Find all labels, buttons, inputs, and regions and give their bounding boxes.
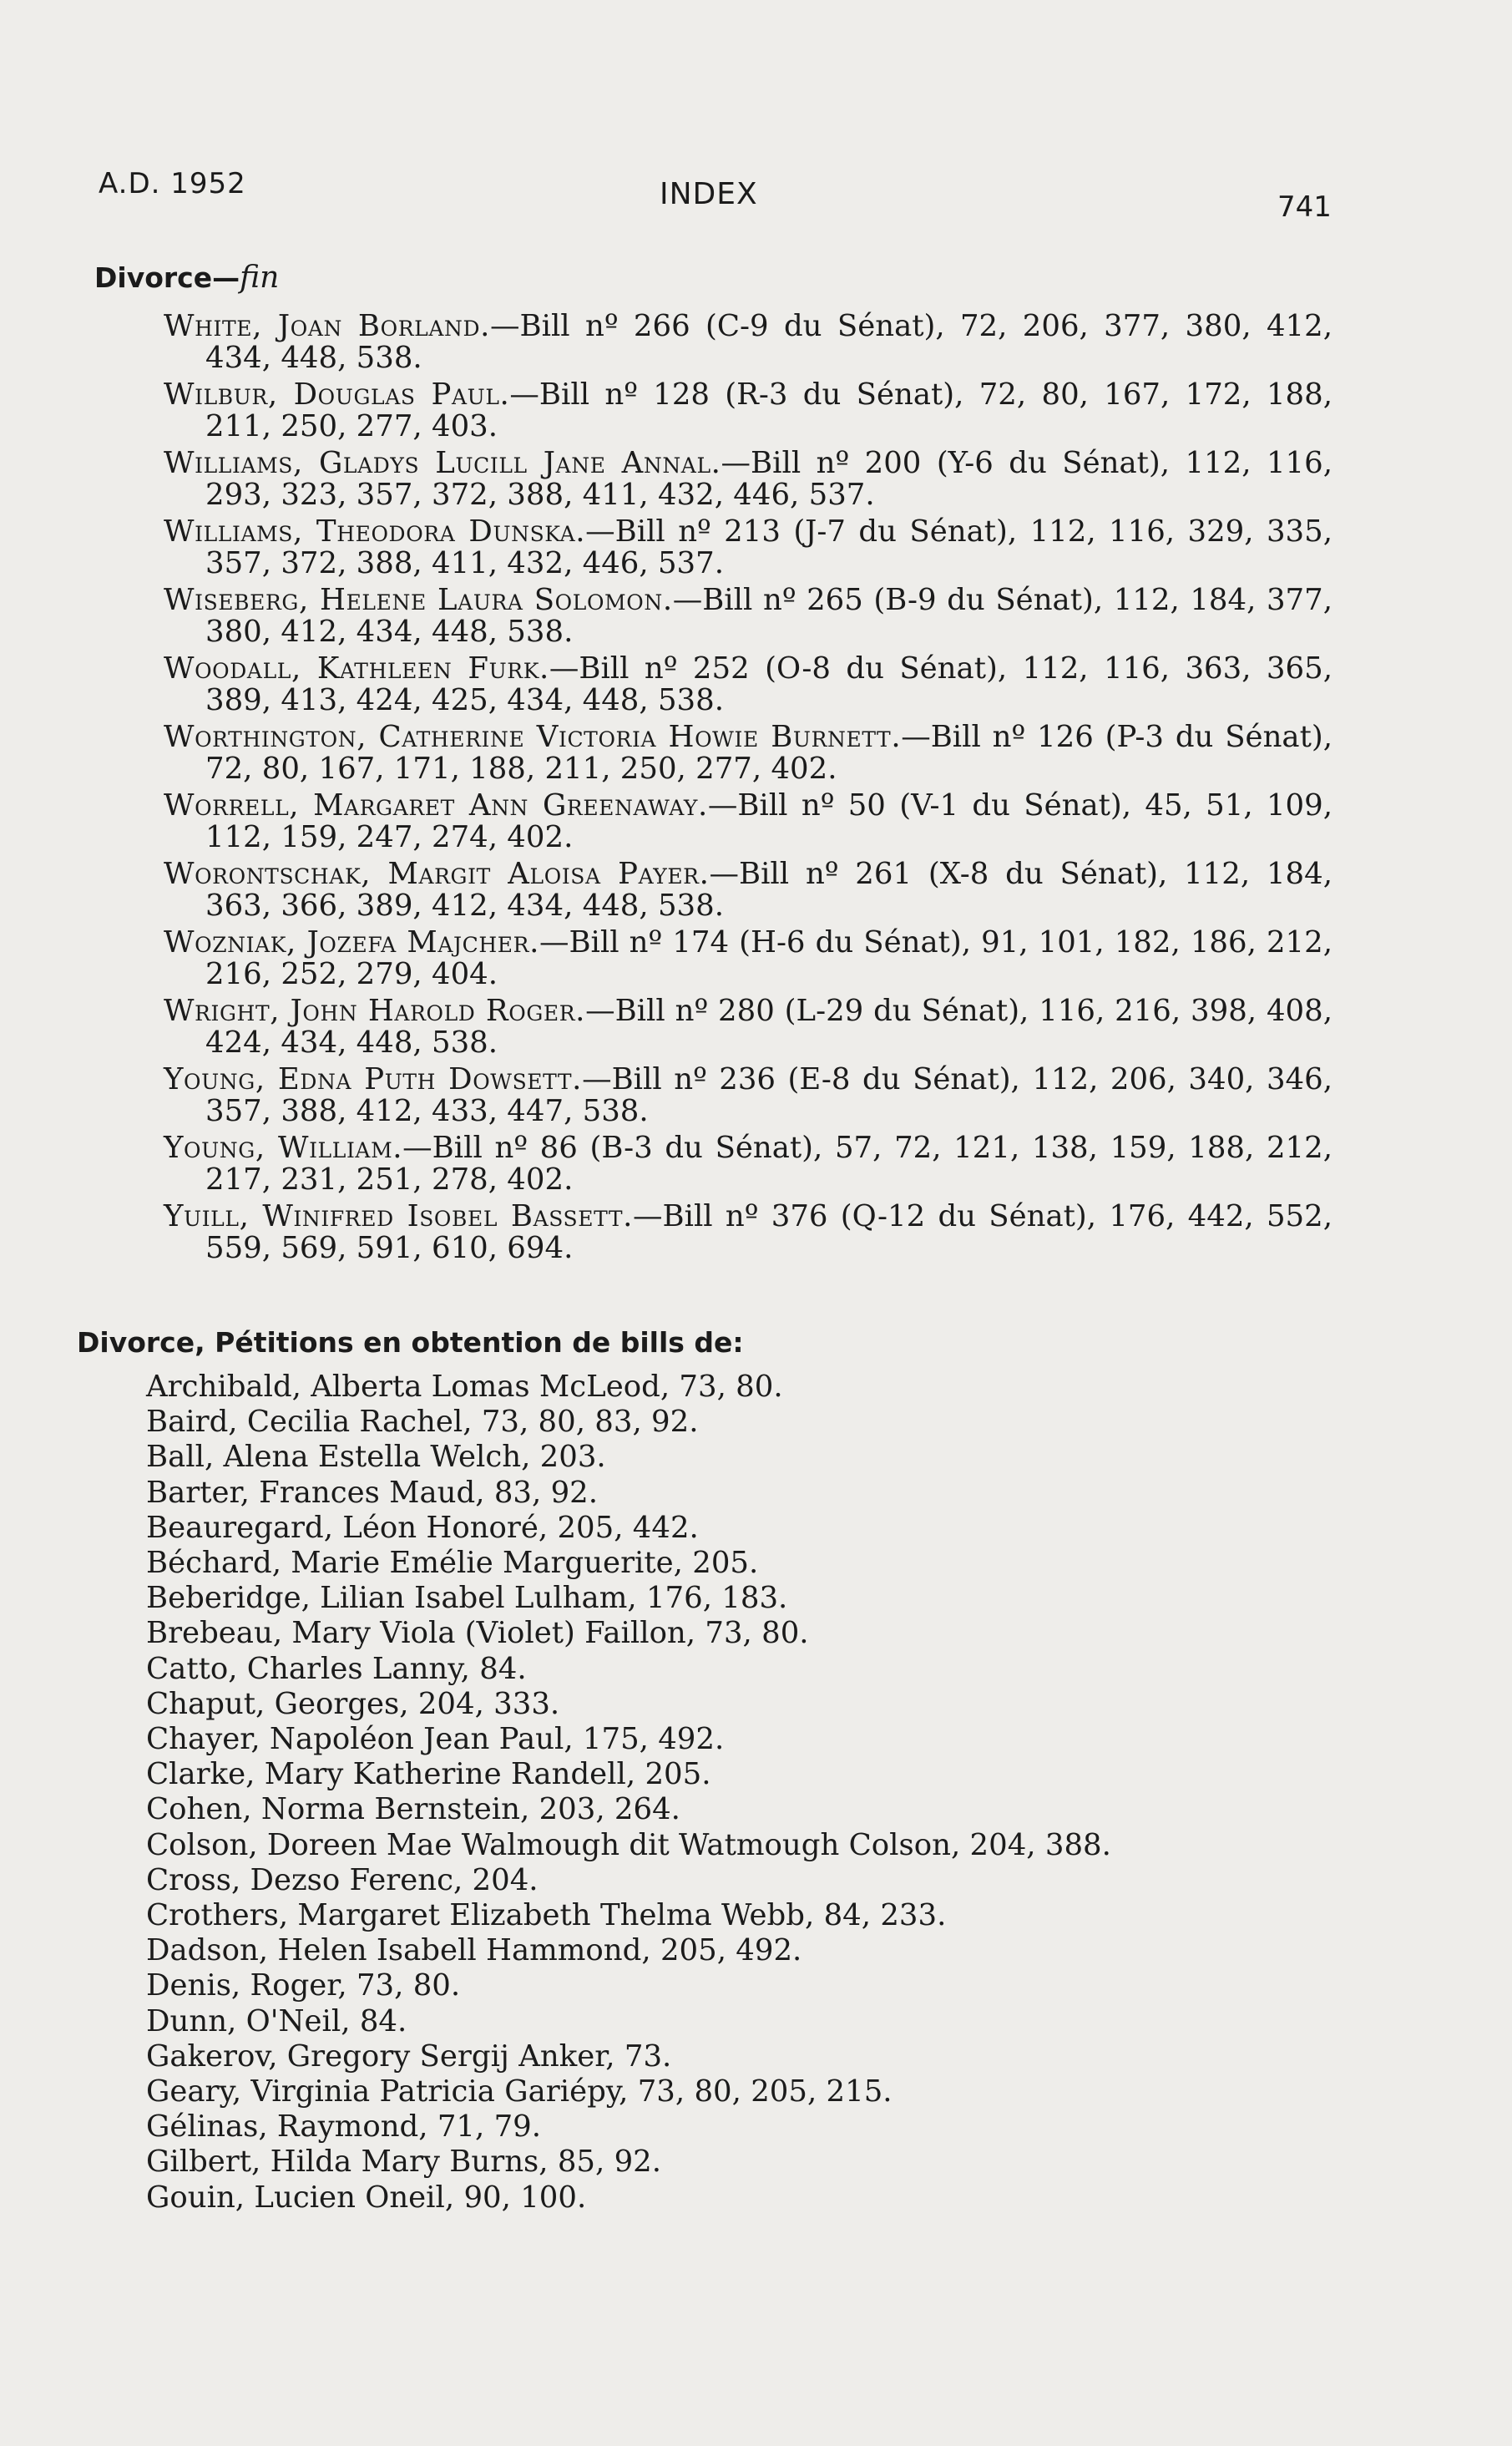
- entry-references: —Bill nº 50 (V-1 du Sénat), 45, 51, 109, 112, 159, 247, 274, 402.: [205, 788, 1333, 854]
- petition-item: Chayer, Napoléon Jean Paul, 175, 492.: [146, 1722, 725, 1757]
- entry-references: —Bill nº 261 (X-8 du Sénat), 112, 184, 363, 366, 389, 412, 434, 448, 538.: [205, 857, 1332, 923]
- header-title: INDEX: [660, 177, 758, 211]
- entry-references: —Bill nº 265 (B-9 du Sénat), 112, 184, 377, 380, 412, 434, 448, 538.: [205, 583, 1332, 649]
- entry-name: Wozniak, Jozefa Majcher.: [164, 925, 539, 960]
- running-header: [0, 167, 1512, 224]
- petition-item: Geary, Virginia Patricia Gariépy, 73, 80, 205, 215.: [146, 2074, 893, 2109]
- petition-item: Dadson, Helen Isabell Hammond, 205, 492.: [146, 1933, 802, 1968]
- petition-item: Clarke, Mary Katherine Randell, 205.: [146, 1757, 711, 1792]
- index-entry: [164, 585, 1332, 648]
- entry-name: Wiseberg, Helene Laura Solomon.: [164, 583, 673, 617]
- entry-name: White, Joan Borland.: [164, 309, 490, 343]
- entry-references: —Bill nº 174 (H-6 du Sénat), 91, 101, 182, 186, 212, 216, 252, 279, 404.: [205, 925, 1332, 991]
- petition-item: Barter, Frances Maud, 83, 92.: [146, 1475, 599, 1510]
- divorce-bill-list: [164, 311, 1332, 1269]
- section-heading-petitions: Divorce, Pétitions en obtention de bills de:: [77, 1326, 744, 1359]
- index-entry: [164, 311, 1332, 374]
- petition-item: Denis, Roger, 73, 80.: [146, 1968, 461, 2003]
- entry-name: Young, Edna Puth Dowsett.: [164, 1062, 583, 1096]
- petition-item: Cohen, Norma Bernstein, 203, 264.: [146, 1792, 680, 1827]
- index-entry: [164, 653, 1332, 717]
- entry-name: Worthington, Catherine Victoria Howie Burnett.: [164, 720, 902, 754]
- entry-name: Worrell, Margaret Ann Greenaway.: [164, 788, 708, 823]
- entry-references: —Bill nº 266 (C-9 du Sénat), 72, 206, 377, 380, 412, 434, 448, 538.: [205, 309, 1332, 375]
- petition-item: Crothers, Margaret Elizabeth Thelma Webb, 84, 233.: [146, 1898, 947, 1933]
- entry-name: Woodall, Kathleen Furk.: [164, 651, 549, 686]
- petition-item: Dunn, O'Neil, 84.: [146, 2003, 407, 2038]
- petition-item: Chaput, Georges, 204, 333.: [146, 1686, 560, 1721]
- index-entry: [164, 1132, 1332, 1196]
- header-year: A.D. 1952: [99, 167, 246, 200]
- page-number: 741: [1277, 190, 1332, 224]
- entry-name: Worontschak, Margit Aloisa Payer.: [164, 857, 710, 891]
- entry-name: Young, William.: [164, 1131, 403, 1165]
- petition-item: Beauregard, Léon Honoré, 205, 442.: [146, 1510, 699, 1545]
- petition-list: [146, 1370, 1332, 2216]
- entry-references: —Bill nº 86 (B-3 du Sénat), 57, 72, 121, 138, 159, 188, 212, 217, 231, 251, 278, 402.: [205, 1131, 1332, 1197]
- section-heading-suffix: fin: [240, 261, 280, 295]
- petition-item: Catto, Charles Lanny, 84.: [146, 1651, 527, 1686]
- entry-references: —Bill nº 128 (R-3 du Sénat), 72, 80, 167, 172, 188, 211, 250, 277, 403.: [205, 377, 1332, 443]
- index-entry: [164, 858, 1332, 922]
- section-heading-text: Divorce—: [94, 261, 240, 294]
- petition-item: Gakerov, Gregory Sergij Anker, 73.: [146, 2038, 672, 2074]
- entry-references: —Bill nº 213 (J-7 du Sénat), 112, 116, 329, 335, 357, 372, 388, 411, 432, 446, 537.: [205, 514, 1333, 580]
- petition-item: Beberidge, Lilian Isabel Lulham, 176, 183.: [146, 1581, 788, 1616]
- petition-item: Brebeau, Mary Viola (Violet) Faillon, 73, 80.: [146, 1616, 809, 1651]
- petition-item: Gilbert, Hilda Mary Burns, 85, 92.: [146, 2145, 662, 2180]
- entry-references: —Bill nº 126 (P-3 du Sénat), 72, 80, 167, 171, 188, 211, 250, 277, 402.: [205, 720, 1332, 786]
- entry-name: Williams, Theodora Dunska.: [164, 514, 586, 549]
- petition-item: Gélinas, Raymond, 71, 79.: [146, 2109, 542, 2145]
- petition-item: Baird, Cecilia Rachel, 73, 80, 83, 92.: [146, 1405, 699, 1440]
- index-entry: [164, 379, 1332, 443]
- petition-item: Colson, Doreen Mae Walmough dit Watmough Colson, 204, 388.: [146, 1827, 1111, 1862]
- index-entry: [164, 995, 1332, 1059]
- entry-references: —Bill nº 376 (Q-12 du Sénat), 176, 442, 552, 559, 569, 591, 610, 694.: [205, 1199, 1332, 1265]
- petition-item: Archibald, Alberta Lomas McLeod, 73, 80.: [146, 1370, 783, 1404]
- entry-references: —Bill nº 200 (Y-6 du Sénat), 112, 116, 293, 323, 357, 372, 388, 411, 432, 446, 537.: [205, 446, 1332, 512]
- entry-references: —Bill nº 236 (E-8 du Sénat), 112, 206, 340, 346, 357, 388, 412, 433, 447, 538.: [205, 1062, 1332, 1128]
- index-entry: [164, 516, 1332, 580]
- index-entry: [164, 1064, 1332, 1127]
- entry-name: Yuill, Winifred Isobel Bassett.: [164, 1199, 634, 1233]
- entry-references: —Bill nº 280 (L-29 du Sénat), 116, 216, 398, 408, 424, 434, 448, 538.: [205, 994, 1332, 1060]
- index-entry: [164, 790, 1332, 853]
- petition-item: Béchard, Marie Emélie Marguerite, 205.: [146, 1546, 759, 1581]
- entry-name: Williams, Gladys Lucill Jane Annal.: [164, 446, 721, 480]
- index-entry: [164, 927, 1332, 990]
- petition-item: Cross, Dezso Ferenc, 204.: [146, 1862, 539, 1897]
- entry-name: Wright, John Harold Roger.: [164, 994, 586, 1028]
- petition-item: Gouin, Lucien Oneil, 90, 100.: [146, 2180, 587, 2215]
- index-entry: [164, 448, 1332, 511]
- entry-references: —Bill nº 252 (O-8 du Sénat), 112, 116, 363, 365, 389, 413, 424, 425, 434, 448, 538.: [205, 651, 1332, 717]
- entry-name: Wilbur, Douglas Paul.: [164, 377, 510, 412]
- index-entry: [164, 722, 1332, 785]
- index-entry: [164, 1201, 1332, 1264]
- petition-item: Ball, Alena Estella Welch, 203.: [146, 1440, 606, 1475]
- section-heading-divorce-fin: [94, 261, 279, 295]
